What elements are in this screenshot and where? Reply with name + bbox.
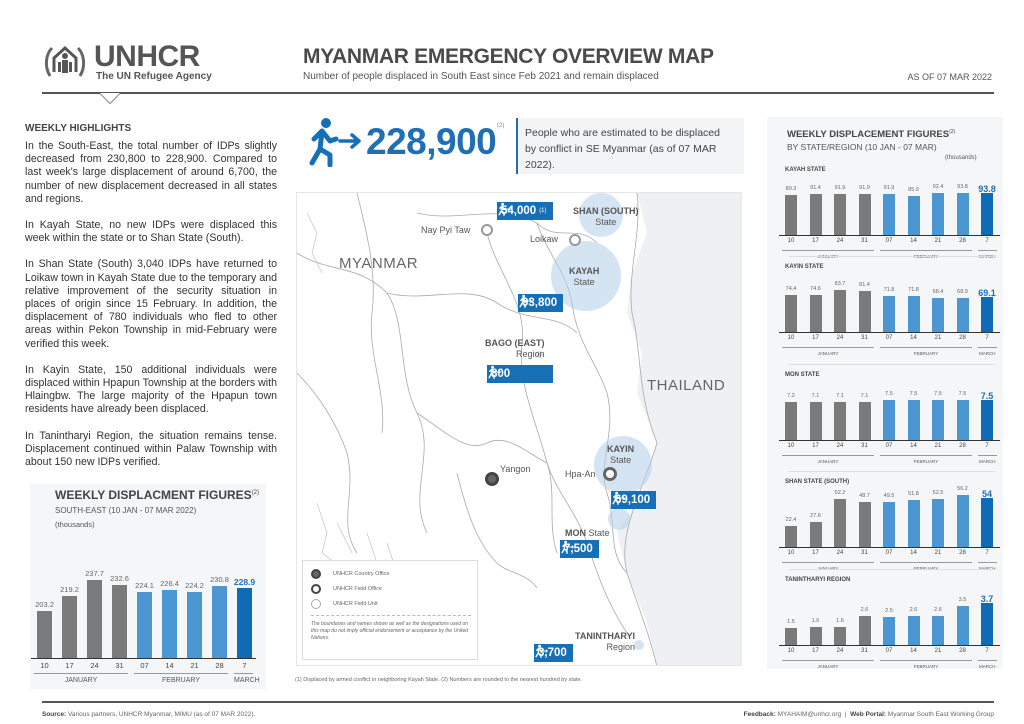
bar-value-label: 7.1 [860,393,869,400]
running-person-arrow-icon [304,117,364,167]
highlight-paragraph: In Shan State (South) 3,040 IDPs have returned to Loikaw town in Kayah State due to the temporary and relative improvement of the security situation in places of origin since 15 February. In addition, the displacement of 780 individuals who fled to other areas within Pekon Township in mid-February were verified this week. [25,258,277,350]
bar [883,296,895,332]
bar-value-label: 203.2 [35,599,54,609]
bar-value-label: 2.6 [909,606,918,613]
x-axis [31,658,256,659]
bar [859,194,871,235]
bar-value-label: 56.2 [957,486,968,493]
running-person-icon [518,294,532,308]
month-group-label: JANUARY [782,347,874,356]
bar [932,298,944,332]
x-axis [779,645,1000,646]
bar [932,616,944,645]
field-unit-marker [569,234,581,246]
bar-value-label: 68.9 [957,288,968,295]
region-label-tanintharyi: TANINTHARYI Region [575,631,635,652]
chart-unit: (thousands) [55,520,95,529]
bar [785,628,797,645]
footer-divider [42,701,994,703]
bar [137,592,152,658]
mini-chart-kayah-state [775,162,1001,262]
x-tick-label: 21 [934,335,942,341]
bar [883,617,895,645]
x-tick-label: 21 [934,443,942,449]
bar-value-label: 224.2 [185,581,204,591]
x-tick-label: 14 [910,443,917,449]
x-tick-label: 7 [985,550,989,556]
bar-value-label: 49.5 [883,492,895,499]
bar-value-label: 230.8 [210,575,229,585]
bar-value-label: 232.6 [110,573,129,583]
x-tick-label: 14 [910,238,917,244]
panel-subtitle: BY STATE/REGION (10 JAN - 07 MAR) [787,142,937,152]
country-office-marker [485,472,499,486]
bar [957,400,969,440]
bar [785,295,797,332]
bar-value-label: 2.5 [885,607,893,614]
bar [981,193,993,235]
x-tick-label: 21 [934,238,942,244]
x-tick-label: 31 [861,238,868,244]
source-text: Source: Various partners, UNHCR Myanmar, MIMU (as of 07 MAR 2022). [42,711,256,718]
x-tick-label: 10 [787,335,795,341]
month-group-label: JANUARY [34,673,128,684]
mini-chart-mon-state [775,372,1001,472]
x-tick-label: 07 [885,335,893,341]
month-group-label: FEBRUARY [880,455,972,464]
page-title: MYANMAR EMERGENCY OVERVIEW MAP [303,45,714,68]
x-tick-label: 24 [836,550,844,556]
bar [87,580,102,658]
x-tick-label: 31 [115,661,124,670]
x-tick-label: 17 [812,443,819,449]
highlight-paragraph: In Kayin State, 150 additional individuals were displaced within Hpapun Township at the borders with Hlaingbw. The large majority of the Hpapun town residents have already been displaced. [25,363,277,416]
month-group-label: JANUARY [782,660,874,669]
field-unit-icon [311,599,321,609]
bar-value-label: 1.5 [787,619,795,626]
bar-area [30,484,266,689]
legend-item-field-unit: UNHCR Field Unit [311,599,378,609]
bar-value-label: 7.5 [958,391,967,398]
x-tick-label: 24 [836,648,844,654]
bar [859,402,871,440]
month-group-label: FEBRUARY [880,660,972,669]
bar-value-label: 91.9 [834,184,846,191]
x-tick-label: 14 [165,661,174,670]
bar-value-label: 228.9 [233,576,256,587]
bar-value-label: 7.1 [836,393,844,400]
bar [187,592,202,658]
x-axis [779,235,1000,236]
bar-value-label: 2.6 [860,606,869,613]
bar-value-label: 1.6 [811,618,820,624]
bar [957,606,969,645]
x-tick-label: 14 [910,335,917,341]
bar [810,295,822,332]
bar-value-label: 7.1 [811,393,820,400]
highlights-body [25,140,277,482]
x-axis [779,440,1000,441]
bar-value-label: 91.9 [883,184,895,191]
bar-value-label: 68.4 [932,288,944,295]
mini-chart-kayin-state [775,264,1001,364]
bar-value-label: 71.8 [883,287,895,294]
bar [932,499,944,547]
total-idp-number: 228,900 [366,121,497,162]
mini-chart-title: SHAN STATE (SOUTH) [785,479,850,485]
x-tick-label: 28 [959,550,966,556]
bar [37,611,52,658]
bar-value-label: 51.8 [908,490,919,497]
mon-bubble [608,508,630,530]
x-tick-label: 24 [836,238,844,244]
bar-value-label: 7.2 [787,392,795,399]
bar [908,616,920,645]
bar [162,590,177,658]
month-group-label [978,250,997,259]
bar [908,196,920,235]
bar-value-label: 1.6 [836,618,844,624]
x-tick-label: 7 [242,661,247,670]
highlights-title: WEEKLY HIGHLIGHTS [25,123,132,134]
x-tick-label: 31 [861,335,868,341]
region-label-bago-east: BAGO (EAST) Region [485,338,545,359]
bar [810,627,822,645]
callout-shan-south[interactable]: 54,000 (1) [497,202,553,220]
footnote-marker: (2) [497,123,505,129]
mini-chart-title: KAYIN STATE [785,264,824,270]
bar [112,585,127,658]
logo-wordmark: UNHCR [94,40,200,73]
as-of-date: AS OF 07 MAR 2022 [907,72,992,82]
bar-value-label: 237.7 [85,569,104,579]
running-person-icon [487,365,501,379]
bar-value-label: 74.6 [810,285,821,292]
callout-mon[interactable]: 7,500 [560,540,599,558]
x-tick-label: 07 [885,648,893,654]
bar-value-label: 27.6 [810,512,821,519]
x-tick-label: 24 [836,335,844,341]
x-tick-label: 28 [959,648,966,654]
country-office-icon [311,569,321,579]
month-group-label: MARCH [978,347,997,356]
bar-value-label: 89.3 [785,185,797,192]
callout-kayin[interactable]: 69,100 [611,491,656,509]
x-tick-label: 7 [985,648,989,654]
month-group-label [782,250,874,259]
bar [834,499,846,547]
bar-value-label: 219.2 [60,585,79,595]
bar-value-label: 93.8 [957,183,968,190]
legend-item-field-office: UNHCR Field Office [311,584,382,594]
bar [908,400,920,440]
tanintharyi-bubble [634,640,644,650]
bar [834,290,846,332]
bar-value-label: 92.4 [932,184,944,191]
map-legend [302,560,478,660]
header-divider [42,92,994,94]
month-group-label: JANUARY [782,455,874,464]
x-tick-label: 21 [190,661,199,670]
page-subtitle: Number of people displaced in South East since Feb 2021 and remain displaced [303,71,659,82]
x-tick-label: 24 [90,661,99,670]
month-group-label [880,250,972,259]
x-tick-label: 7 [985,238,989,244]
x-tick-label: 24 [836,443,844,449]
unhcr-logo [44,42,214,84]
x-tick-label: 14 [910,550,917,556]
unhcr-emblem-icon [44,42,86,82]
total-idp-figure [300,115,518,175]
bar [908,296,920,332]
bar [859,291,871,332]
bar-value-label: 91.9 [859,184,870,191]
month-group-label: FEBRUARY [134,673,228,684]
bar-value-label: 2.6 [934,606,942,613]
bar-value-label: 52.2 [834,490,846,497]
bar [834,402,846,440]
x-tick-label: 17 [812,550,819,556]
state-weekly-charts-panel [767,117,1003,669]
x-tick-label: 31 [861,550,868,556]
footnote: (1) Displaced by armed conflict in neighboring Kayah State. (2) Numbers are rounded to the nearest hundred by state. [295,677,583,683]
month-group-label: FEBRUARY [880,347,972,356]
region-label-shan-south: SHAN (SOUTH) State [573,206,639,227]
panel-title: WEEKLY DISPLACEMENT FIGURES$^{(2)}$ [787,129,956,141]
region-label-mon: MON State [565,528,610,538]
map-disclaimer: The boundaries and names shown as well as the designations used on this map do not imply official endorsement or acceptance by the United Nations. [311,621,469,641]
bar-value-label: 74.4 [785,285,797,292]
bar-value-label: 3.5 [958,596,967,603]
bar [908,500,920,547]
x-tick-label: 07 [885,550,893,556]
x-tick-label: 31 [861,648,868,654]
x-tick-label: 7 [985,335,989,341]
bar [981,603,993,645]
bar-value-label: 7.5 [980,391,994,402]
highlight-paragraph: In the South-East, the total number of IDPs slightly decreased from 230,800 to 228,900. Compared to last week's large displacement of around 6,700, the number of new displacement decreased in all states and regions. [25,140,277,205]
country-label-thailand: THAILAND [647,377,726,394]
x-tick-label: 17 [812,335,819,341]
x-tick-label: 7 [985,443,989,449]
chart-title: WEEKLY DISPLACMENT FIGURES$^{(2)}$ [55,488,260,502]
bar [810,194,822,235]
bar [834,627,846,645]
mini-chart-title: MON STATE [785,372,820,378]
x-tick-label: 28 [959,238,966,244]
x-tick-label: 28 [215,661,224,670]
bar-value-label: 3.7 [980,594,994,605]
place-yangon: Yangon [500,464,531,474]
x-tick-label: 10 [787,443,795,449]
bar-value-label: 7.5 [934,391,942,398]
bar-value-label: 81.4 [859,282,870,289]
bar-value-label: 71.8 [908,287,919,294]
bar-value-label: 7.5 [885,391,893,398]
month-group-label: MARCH [234,673,253,684]
highlight-paragraph: In Kayah State, no new IDPs were displaced this week within the state or to Shan State (South). [25,219,277,245]
x-tick-label: 17 [812,238,819,244]
highlight-paragraph: In Tanintharyi Region, the situation remains tense. Displacement continued within Palaw Township with about 150 new IDPs verified. [25,429,277,469]
x-tick-label: 10 [787,238,795,244]
running-person-icon [497,202,511,216]
running-person-icon [560,540,574,554]
x-tick-label: 17 [65,661,74,670]
southeast-weekly-chart [30,484,266,689]
bar [932,400,944,440]
x-tick-label: 07 [885,443,893,449]
logo-tagline: The UN Refugee Agency [96,71,212,82]
x-tick-label: 17 [812,648,819,654]
x-tick-label: 21 [934,648,942,654]
bar [957,298,969,332]
x-tick-label: 07 [885,238,893,244]
bar [981,400,993,440]
bar-value-label: 22.4 [785,517,797,524]
bar [810,522,822,547]
bar [212,586,227,658]
mini-chart-tanintharyi-region [775,577,1001,677]
web-portal-link[interactable]: Myanmar South East Working Group [887,711,994,718]
callout-kayah[interactable]: 93,800 [518,294,563,312]
x-axis [779,332,1000,333]
bar-value-label: 83.7 [834,281,846,288]
bar [859,616,871,645]
bar [859,502,871,547]
mini-chart-shan-state-south [775,479,1001,579]
bar [981,297,993,332]
bar-value-label: 85.9 [908,187,919,194]
bar [957,495,969,547]
place-nay-pyi-taw: Nay Pyi Taw [421,225,471,235]
bar-value-label: 69.1 [978,288,996,299]
x-tick-label: 07 [140,661,149,670]
x-tick-label: 10 [787,648,795,654]
field-office-icon [311,584,321,594]
bar [883,400,895,440]
total-description: People who are estimated to be displaced by conflict in SE Myanmar (as of 07 MAR 2022). [516,118,744,174]
x-tick-label: 21 [934,550,942,556]
bar [932,193,944,235]
bar [62,596,77,658]
country-label-myanmar: MYANMAR [339,255,419,272]
bar-value-label: 226.4 [160,579,179,589]
running-person-icon [534,644,548,658]
bar-value-label: 52.5 [932,489,944,496]
x-tick-label: 14 [910,648,917,654]
callout-bago-east[interactable]: 800 [487,365,553,383]
bar-value-label: 54 [981,488,992,499]
callout-tanintharyi[interactable]: 3,700 [534,644,573,662]
x-tick-label: 28 [959,443,966,449]
bar [810,402,822,440]
field-office-marker [603,467,617,481]
bar [785,402,797,440]
bar [883,194,895,235]
x-axis [779,547,1000,548]
legend-item-country-office: UNHCR Country Office [311,569,389,579]
bar-value-label: 7.5 [909,391,918,398]
chart-subtitle: SOUTH-EAST (10 JAN - 07 MAR 2022) [55,506,197,515]
x-tick-label: 28 [959,335,966,341]
bar-value-label: 91.4 [810,184,821,191]
place-hpa-an: Hpa-An [565,469,596,479]
feedback-email-link[interactable]: MYAHAIM@unhcr.org [777,711,842,718]
footer-links: Feedback: MYAHAIM@unhcr.org | Web Portal: Myanmar South East Working Group [743,711,994,718]
place-loikaw: Loikaw [530,234,559,244]
bar-value-label: 224.1 [135,581,154,591]
bar [883,502,895,547]
bar-value-label: 48.7 [859,493,870,500]
running-person-icon [611,491,625,505]
region-label-kayin: KAYIN State [607,444,635,465]
x-tick-label: 10 [40,661,49,670]
bar [785,195,797,235]
x-tick-label: 10 [787,550,795,556]
mini-chart-title: TANINTHARYI REGION [785,577,851,583]
month-group-label: MARCH [978,455,997,464]
x-tick-label: 31 [861,443,868,449]
bar [981,498,993,548]
bar [834,194,846,235]
panel-unit: (thousands) [945,155,977,161]
month-group-label: MARCH [978,660,997,669]
mini-chart-title: KAYAH STATE [785,167,826,173]
region-label-kayah: KAYAH State [569,266,600,287]
bar [957,193,969,235]
field-unit-marker [481,224,493,236]
bar [237,588,252,658]
bar [785,526,797,547]
bar-value-label: 93.8 [978,183,996,194]
